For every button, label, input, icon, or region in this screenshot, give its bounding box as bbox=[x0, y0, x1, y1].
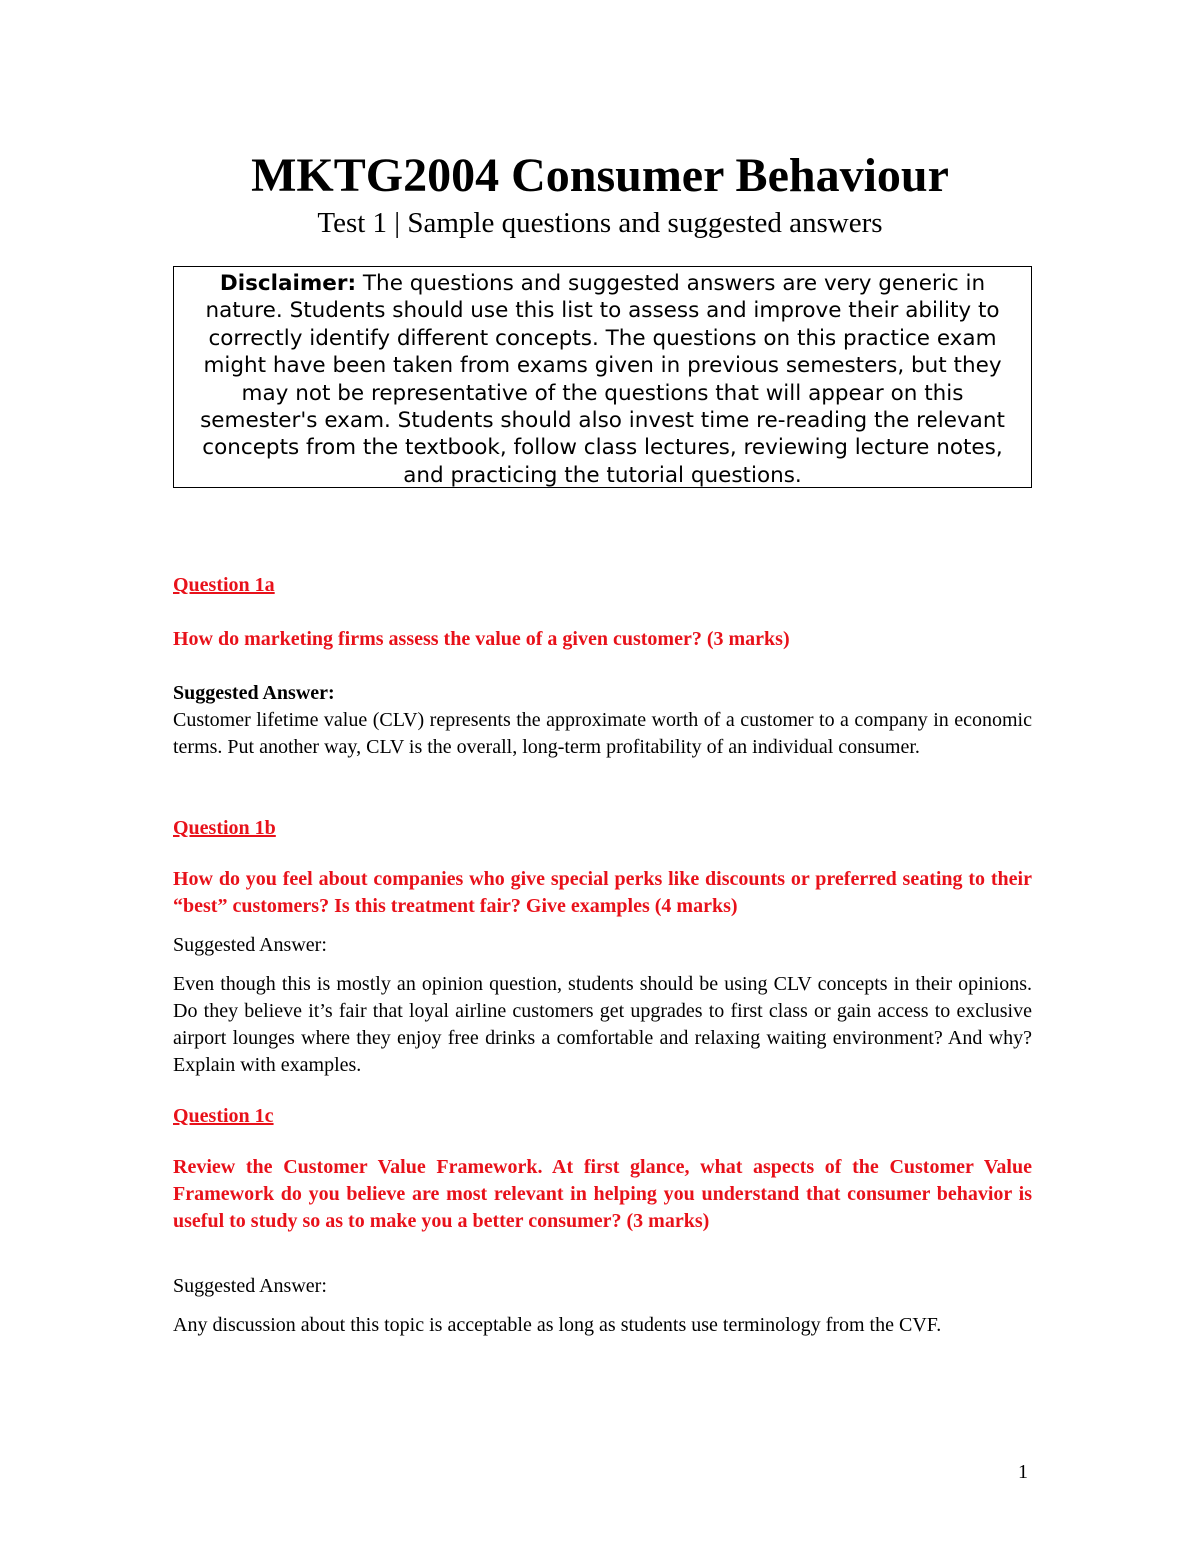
question-1c-heading-block bbox=[173, 1103, 1032, 1130]
question-1b-text: How do you feel about companies who give special perks like discounts or preferred seating to their “best” customers? Is this treatment fair? Give examples (4 marks) bbox=[173, 868, 1032, 917]
question-1b-answer: Even though this is mostly an opinion question, students should be using CLV concepts in their opinions. Do they believe it’s fair that loyal airline customers get upgrades to first class or gain access to exclusive airport lounges where they enjoy free drinks a comfortable and relaxing waiting environment? And why? Explain with examples. bbox=[173, 973, 1032, 1076]
question-1a-heading-block bbox=[173, 572, 1032, 599]
question-1c-heading: Question 1c bbox=[173, 1105, 274, 1127]
question-1a-answer: Customer lifetime value (CLV) represents the approximate worth of a customer to a company in economic terms. Put another way, CLV is the overall, long-term profitability of an individual consumer. bbox=[173, 709, 1032, 758]
document-title: MKTG2004 Consumer Behaviour bbox=[251, 149, 949, 202]
disclaimer-label: Disclaimer: bbox=[219, 271, 357, 296]
question-1a-heading: Question 1a bbox=[173, 574, 275, 596]
question-1a-text: How do marketing firms assess the value of a given customer? (3 marks) bbox=[173, 628, 790, 650]
question-1c-answer-label: Suggested Answer: bbox=[173, 1275, 327, 1297]
question-1b-heading-block bbox=[173, 815, 1032, 842]
question-1a-answer-label: Suggested Answer: bbox=[173, 682, 335, 704]
page-number: 1 bbox=[1018, 1461, 1028, 1483]
document-subtitle: Test 1 | Sample questions and suggested answers bbox=[317, 207, 883, 239]
question-1b-answer-label: Suggested Answer: bbox=[173, 934, 327, 956]
disclaimer-box bbox=[173, 266, 1032, 488]
disclaimer-text: The questions and suggested answers are very generic in nature. Students should use this list to assess and improve their ability to correctly identify different concepts. The questions on this practice exam might have been taken from exams given in previous semesters, but they may not be representative of the questions that will appear on this semester's exam. Students should also invest time re-reading the relevant concepts from the textbook, follow class lectures, reviewing lecture notes, and practicing the tutorial questions. bbox=[200, 271, 1005, 488]
question-1c-text: Review the Customer Value Framework. At first glance, what aspects of the Customer Value Framework do you believe are most relevant in helping you understand that consumer behavior is useful to study so as to make you a better consumer? (3 marks) bbox=[173, 1156, 1032, 1232]
question-1b-heading: Question 1b bbox=[173, 817, 276, 839]
question-1c-answer: Any discussion about this topic is acceptable as long as students use terminology from the CVF. bbox=[173, 1314, 942, 1336]
